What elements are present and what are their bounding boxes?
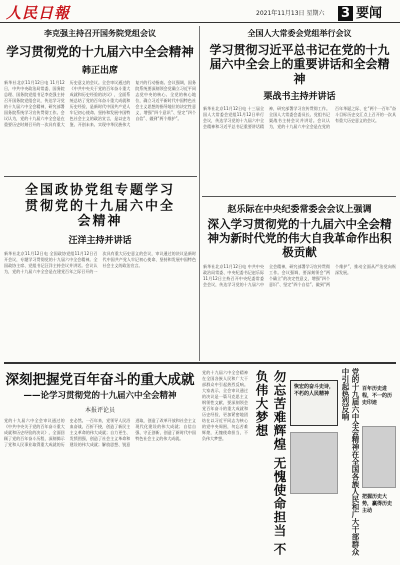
section-divider [4,176,197,177]
feature-subhead: 恢宏的奋斗史诗，不朽的人民精神 [294,384,335,397]
article-commentary[interactable] [4,366,196,562]
article-byline: 本报评论员 [84,407,115,415]
section-name: 要闻 [356,6,383,21]
feature-subhead: 把握历史大势，赢得历史主动 [362,494,393,514]
article-cppcc-meeting[interactable] [4,180,196,360]
newspaper-logo: 人民日報 [6,4,71,22]
article-byline: 汪洋主持并讲话 [68,235,132,246]
date-line: 2021年11月13日 星期六 [256,10,325,17]
article-ccdi-meeting[interactable] [203,200,396,360]
section-divider [202,196,396,197]
feature-subhead-box [290,380,338,426]
article-kicker: 李克强主持召开国务院党组会议 [44,28,156,38]
page-number-value: 3 [338,6,353,21]
article-byline: 韩正出席 [81,66,118,76]
article-byline: 栗战书主持并讲话 [263,92,336,103]
article-feature[interactable] [200,366,396,562]
article-headline[interactable]: 全国政协党组专题学习贯彻党的十九届六中全会精神 [24,183,175,230]
masthead [0,0,400,23]
article-body: 党的十九届六中全会审议通过的《中共中央关于党的百年奋斗重大成就和历史经验的决议》，全面回顾了党的百年奋斗历程，深刻揭示了党和人民事业取得重大成就的历史必然。一百年来，党领导人民浴血奋战、百折不挠，创造了新民主主义革命的伟大成就；自力更生、发愤图强，创造了社会主义革命和建设的伟大成就；解放思想、锐意进取，创造了改革开放和社会主义现代化建设的伟大成就；自信自强、守正创新，创造了新时代中国特色社会主义的伟大成就。 [4,418,196,448]
feature-photo [362,426,396,488]
column-divider [199,26,200,361]
article-headline[interactable]: 深入学习贯彻党的十九届六中全会精神为新时代党的伟大自我革命作出积极贡献 [207,217,392,259]
article-body: 党的十九届六中全会精神在全国各族人民和广大干部群众中引起热烈反响。大家表示，全会审议通过的决议是一篇马克思主义纲领性文献，要深刻领会党百年奋斗的重大成就和历史经验，更加紧密地团结在以习近平同志为核心的党中央周围，勿忘苦难辉煌，无愧使命担当，不负伟大梦想。 [202,370,248,441]
article-body: 新华社北京11月12日电 中共中央政治局常委、中央纪委书记赵乐际11月12日主持召开中央纪委常委会会议，传达学习党的十九届六中全会精神，研究部署学习宣传贯彻工作。会议强调，要深刻领会“两个确立”的决定性意义，增强“四个意识”、坚定“四个自信”、做到“两个维护”，推动全面从严治党向纵深发展。 [203,264,396,288]
article-headline[interactable]: 学习贯彻党的十九届六中全会精神 [6,44,194,59]
feature-photo [290,432,338,494]
feature-vertical-headline[interactable]: 勿忘苦难辉煌 无愧使命担当 不负伟大梦想 [254,370,287,557]
article-body: 新华社北京11月12日电 11月12日，中共中央政治局常委、国务院总理、国务院党组书记李克强主持召开国务院党组会议，传达学习党的十九届六中全会精神，研究部署国务院系统学习宣传贯彻工作。会议认为，党的十九届六中全会是在重要历史时刻召开的一次具有重大历史意义的会议。全会审议通过的《中共中央关于党的百年奋斗重大成就和历史经验的决议》，全面系统总结了党的百年奋斗重大成就和历史经验，是新时代中国共产党人牢记初心使命、坚持和发展中国特色社会主义的政治宣言，是以史为鉴、开创未来、实现中华民族伟大复兴的行动指南。会议强调，国务院系统要深刻领会党确立习近平同志党中央的核心、全党的核心地位，确立习近平新时代中国特色社会主义思想的指导地位的决定性意义，增强“四个意识”、坚定“四个自信”、做到“两个维护”。 [4,80,196,127]
article-kicker: 赵乐际在中央纪委常委会会议上强调 [227,205,372,215]
article-npc-meeting[interactable] [203,26,396,194]
article-headline[interactable]: 深刻把握党百年奋斗的重大成就 [5,372,195,388]
article-headline[interactable]: 学习贯彻习近平总书记在党的十九届六中全会上的重要讲话和全会精神 [209,43,390,86]
article-body: 新华社北京11月12日电 十三届全国人大常委会党组11月12日举行会议，传达学习党的十九届六中全会精神和习近平总书记重要讲话精神，研究部署学习宣传贯彻工作。全国人大常委会委员长、党组书记栗战书主持会议并讲话。会议认为，党的十九届六中全会是在党的百年华诞之际、在“两个一百年”奋斗目标历史交汇点上召开的一次具有重大历史意义的会议。 [203,106,396,130]
section-divider [4,362,396,364]
feature-subhead: 百年历史进程，不一的历史印迹 [362,386,393,406]
article-premier-meeting[interactable] [4,26,196,174]
article-subheadline: ——论学习贯彻党的十九届六中全会精神 [23,391,177,402]
page-number [338,2,396,20]
article-body: 新华社北京11月12日电 全国政协党组11月12日召开会议，专题学习贯彻党的十九届六中全会精神。全国政协主席、党组书记汪洋主持会议并讲话。会议认为，党的十九届六中全会是在建党百年之际召开的一次具有重大历史意义的会议，审议通过的决议是新时代中国共产党人牢记初心使命、坚持和发展中国特色社会主义的政治宣言。 [4,250,196,274]
article-kicker: 全国人大常委会党组举行会议 [247,28,352,38]
feature-side-title: 党的十九届六中全会精神在全国各族人民和广大干部群众中引起热烈反响 [341,368,360,556]
